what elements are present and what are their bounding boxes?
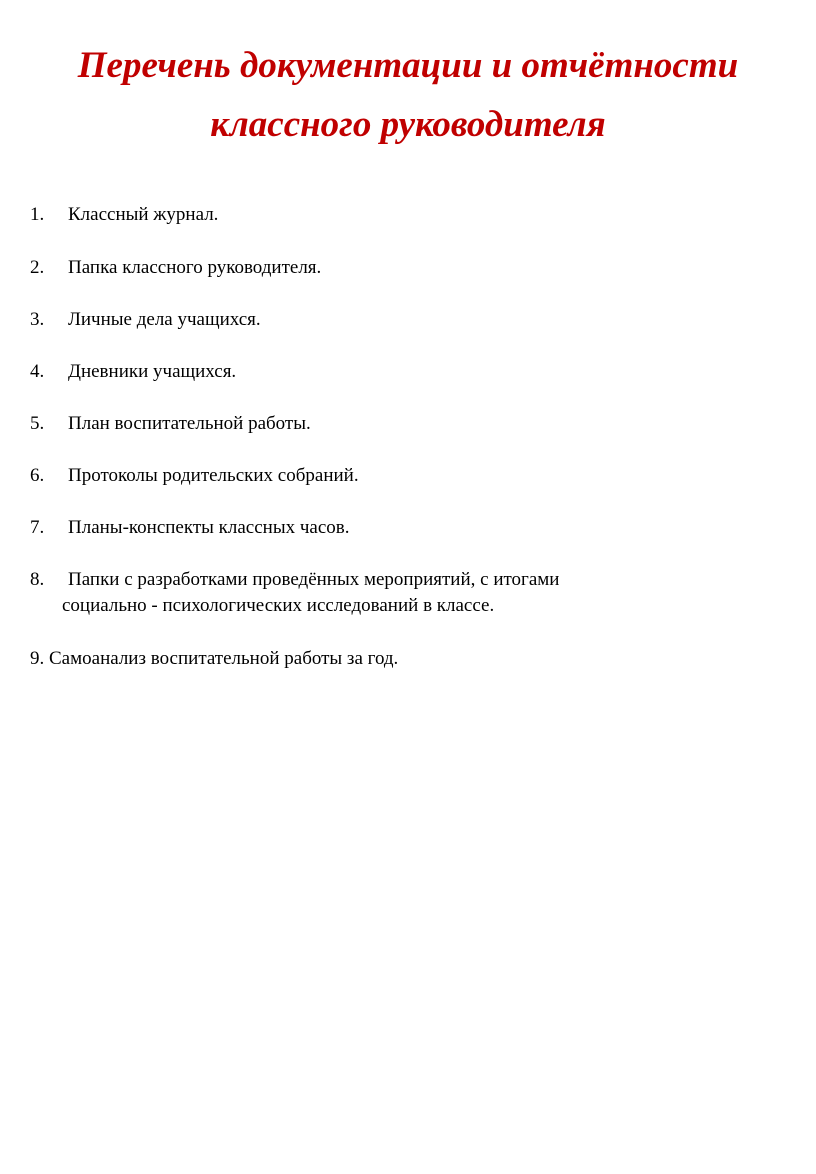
list-item bbox=[30, 202, 218, 228]
list-item-number: 7. bbox=[30, 517, 45, 538]
list-item-number: 5. bbox=[30, 413, 45, 434]
list-item-number: 3. bbox=[30, 309, 45, 330]
list-item-text: План воспитательной работы. bbox=[68, 413, 311, 434]
list-item bbox=[30, 463, 359, 489]
title-line-2: классного руководителя bbox=[210, 104, 606, 145]
list-item-text: Папки с разработками проведённых мероприятий, с итогами bbox=[68, 569, 560, 590]
list-item-text: Личные дела учащихся. bbox=[68, 309, 261, 330]
list-item-continuation: социально - психологических исследований в классе. bbox=[62, 595, 495, 616]
list-item bbox=[30, 515, 350, 541]
list-item-number: 6. bbox=[30, 465, 45, 486]
list-item bbox=[30, 567, 559, 593]
list-item-number: 8. bbox=[30, 569, 45, 590]
list-item-number: 1. bbox=[30, 204, 45, 225]
list-item-text: Классный журнал. bbox=[68, 204, 219, 225]
list-item-text: Папка классного руководителя. bbox=[68, 257, 322, 278]
list-item bbox=[30, 255, 321, 281]
list-item-text: Дневники учащихся. bbox=[68, 361, 237, 382]
page-title bbox=[0, 36, 816, 154]
list-item-text: Протоколы родительских собраний. bbox=[68, 465, 359, 486]
list-item-number: 4. bbox=[30, 361, 45, 382]
list-item bbox=[30, 307, 261, 333]
list-item bbox=[30, 411, 311, 437]
list-item-number: 2. bbox=[30, 257, 45, 278]
list-item bbox=[30, 359, 236, 385]
list-item-text: Планы-конспекты классных часов. bbox=[68, 517, 350, 538]
title-line-1: Перечень документации и отчётности bbox=[77, 45, 739, 86]
list-item-final: 9. Самоанализ воспитательной работы за год. bbox=[30, 648, 399, 669]
